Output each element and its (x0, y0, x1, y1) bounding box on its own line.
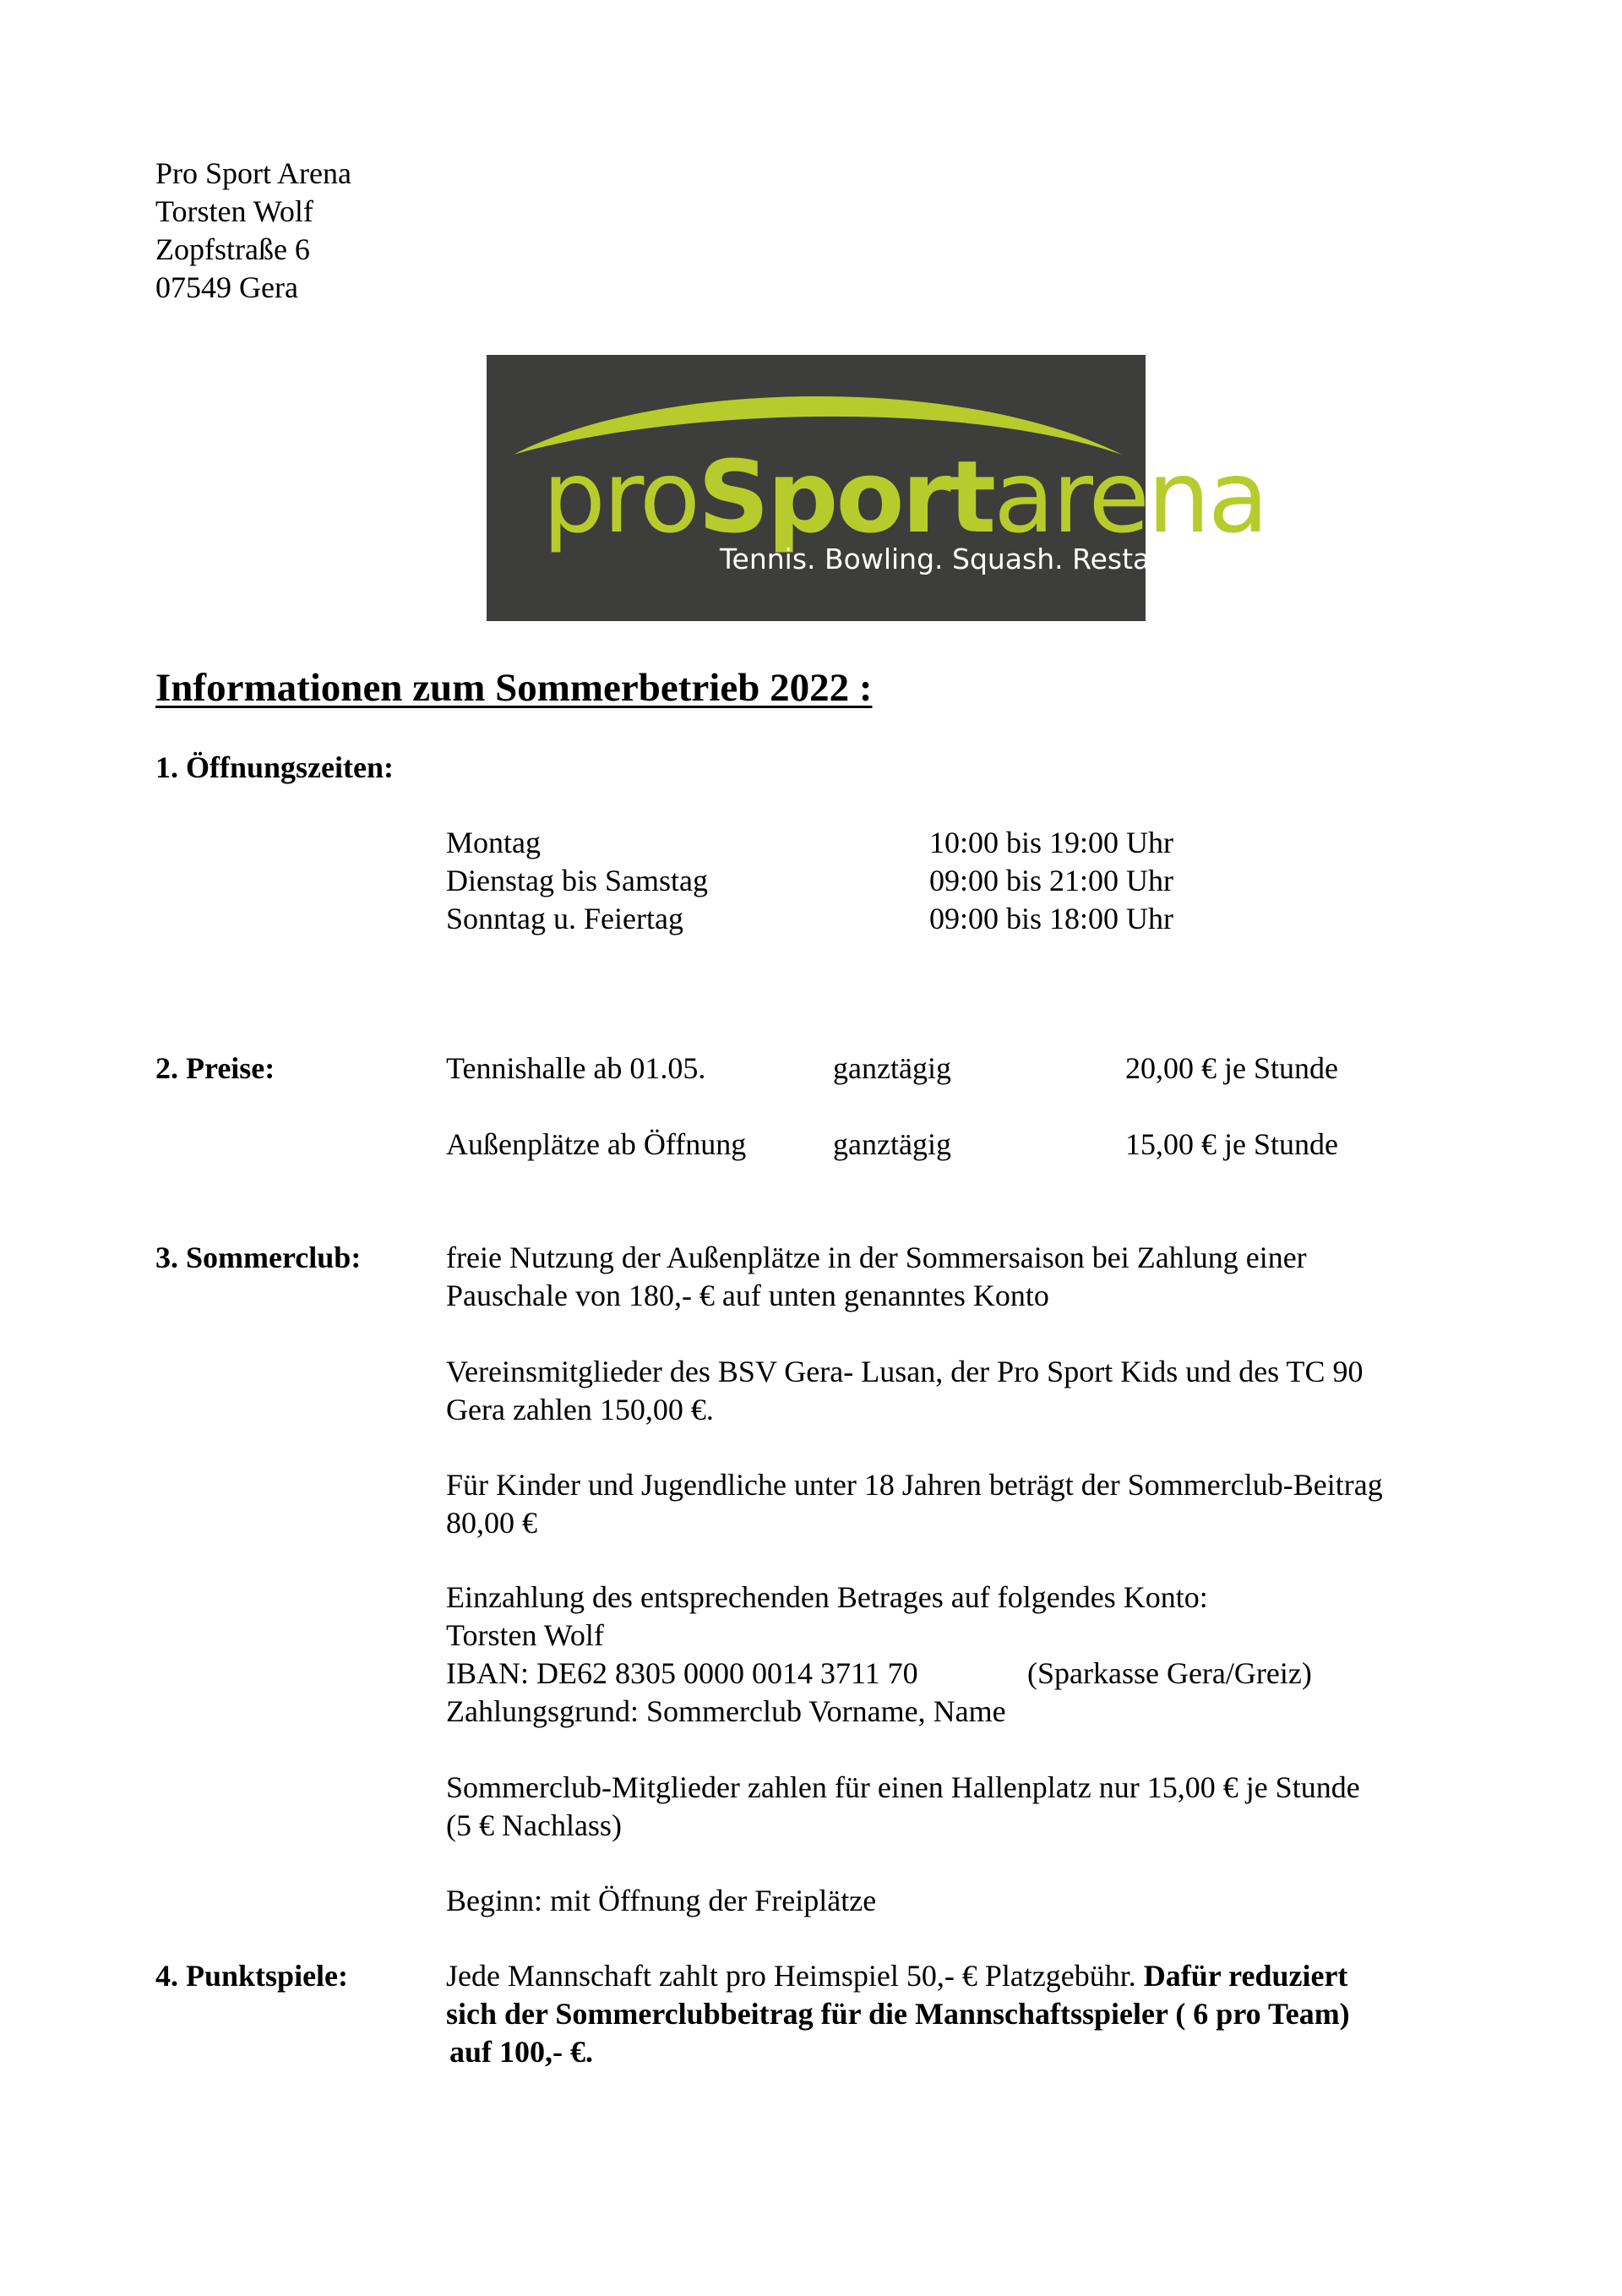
section-2-heading: 2. Preise: (155, 1051, 275, 1085)
sommerclub-p1-line-1: freie Nutzung der Außenplätze in der Sommersaison bei Zahlung einer (446, 1241, 1307, 1274)
sender-street: Zopfstraße 6 (155, 232, 310, 266)
logo-text-arena: arena (993, 439, 1267, 555)
sommerclub-p5-line-2: (5 € Nachlass) (446, 1808, 622, 1842)
pro-sport-arena-logo (487, 355, 1267, 621)
punktspiele-text (446, 1957, 1350, 2071)
price-value-2: 15,00 € je Stunde (1125, 1127, 1338, 1161)
price-place-2: Außenplätze ab Öffnung (446, 1127, 747, 1161)
payment-iban-row (446, 1655, 1312, 1693)
opening-time-2: 09:00 bis 21:00 Uhr (929, 864, 1174, 897)
sommerclub-paragraph-1 (446, 1239, 1307, 1315)
opening-day-3: Sonntag u. Feiertag (446, 902, 683, 935)
logo-text-sport: Sport (698, 439, 994, 555)
section-4-heading: 4. Punktspiele: (155, 1959, 349, 1993)
sender-name: Pro Sport Arena (155, 156, 351, 190)
price-when-2: ganztägig (833, 1127, 951, 1161)
payment-bank: (Sparkasse Gera/Greiz) (1027, 1656, 1312, 1690)
opening-time-1: 10:00 bis 19:00 Uhr (929, 826, 1174, 859)
sommerclub-payment-info (446, 1579, 1312, 1731)
payment-iban: IBAN: DE62 8305 0000 0014 3711 70 (446, 1656, 918, 1690)
punktspiele-line-3: auf 100,- €. (449, 2035, 593, 2069)
sommerclub-paragraph-3 (446, 1466, 1383, 1542)
opening-day-2: Dienstag bis Samstag (446, 864, 708, 897)
document-title: Informationen zum Sommerbetrieb 2022 : (155, 666, 873, 710)
sommerclub-p1-line-2: Pauschale von 180,- € auf unten genanntes Konto (446, 1279, 1049, 1312)
sommerclub-p3-line-1: Für Kinder und Jugendliche unter 18 Jahren beträgt der Sommerclub-Beitrag (446, 1468, 1383, 1502)
opening-time-3: 09:00 bis 18:00 Uhr (929, 902, 1174, 935)
sommerclub-p5-line-1: Sommerclub-Mitglieder zahlen für einen Hallenplatz nur 15,00 € je Stunde (446, 1770, 1360, 1804)
punktspiele-line-2: sich der Sommerclubbeitrag für die Mannschaftsspieler ( 6 pro Team) (446, 1997, 1350, 2031)
price-when-1: ganztägig (833, 1051, 951, 1085)
payment-recipient: Torsten Wolf (446, 1618, 604, 1652)
sender-address (155, 155, 351, 307)
logo-wordmark (542, 438, 1266, 556)
sender-city: 07549 Gera (155, 270, 298, 304)
sommerclub-p2-line-1: Vereinsmitglieder des BSV Gera- Lusan, der Pro Sport Kids und des TC 90 (446, 1355, 1363, 1388)
sommerclub-p2-line-2: Gera zahlen 150,00 €. (446, 1393, 714, 1426)
payment-reference: Zahlungsgrund: Sommerclub Vorname, Name (446, 1694, 1006, 1728)
punktspiele-line-1 (446, 1957, 1350, 1995)
sommerclub-start: Beginn: mit Öffnung der Freiplätze (446, 1884, 877, 1917)
section-3-heading: 3. Sommerclub: (155, 1241, 362, 1274)
payment-intro: Einzahlung des entsprechenden Betrages auf folgendes Konto: (446, 1580, 1208, 1614)
sender-person: Torsten Wolf (155, 194, 313, 228)
punktspiele-line-1-normal: Jede Mannschaft zahlt pro Heimspiel 50,- € Platzgebühr. (446, 1959, 1136, 1993)
punktspiele-line-1-bold: Dafür reduziert (1143, 1959, 1348, 1993)
sommerclub-paragraph-2 (446, 1353, 1363, 1429)
sommerclub-paragraph-5 (446, 1769, 1360, 1845)
price-value-1: 20,00 € je Stunde (1125, 1051, 1338, 1085)
price-place-1: Tennishalle ab 01.05. (446, 1051, 706, 1085)
logo-text-pro: pro (542, 439, 699, 555)
logo-tagline: Tennis. Bowling. Squash. Restaurant. (720, 543, 1234, 575)
opening-day-1: Montag (446, 826, 541, 859)
section-1-heading: 1. Öffnungszeiten: (155, 750, 394, 784)
sommerclub-p3-line-2: 80,00 € (446, 1506, 537, 1540)
